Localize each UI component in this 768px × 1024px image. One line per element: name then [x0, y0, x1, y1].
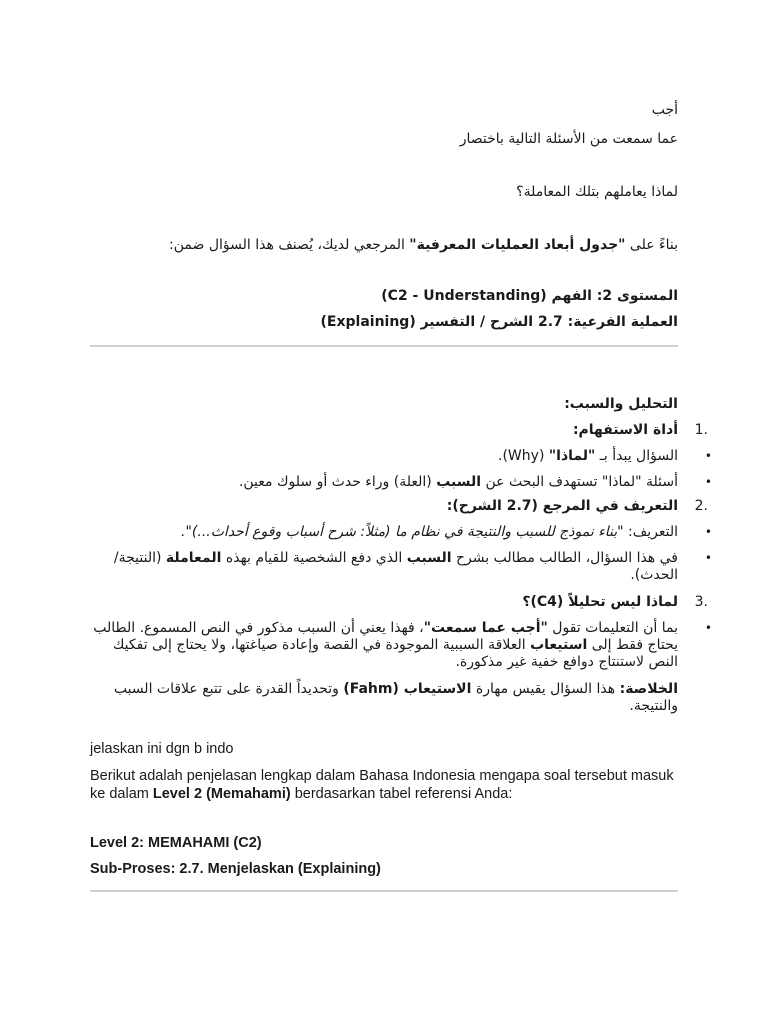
text-bold: "أجب عما سمعت" [423, 620, 548, 636]
text-bold: Level 2 (Memahami) [152, 786, 291, 802]
text: العلاقة السببية الموجودة في القصة وإعادة صياغتها، ولا يحتاج إلى تفكيك النص لاستنتاج دوافع خفية غير مذكورة. [112, 637, 678, 670]
section-2-number: .2 [694, 498, 708, 514]
user-prompt: jelaskan ini dgn b indo [90, 741, 234, 757]
text: هذا السؤال يقيس مهارة [471, 681, 620, 697]
level-heading: المستوى 2: الفهم (C2 - Understanding) [381, 288, 678, 304]
text: بما أن التعليمات تقول [547, 620, 678, 636]
indonesian-level-heading: Level 2: MEMAHAMI (C2) [90, 835, 262, 851]
section-3-bullet-1 [90, 620, 712, 671]
text: (العلة) وراء حدث أو سلوك معين. [238, 474, 437, 490]
text: Berikut adalah penjelasan lengkap dalam Bahasa Indonesia mengapa soal tersebut masuk ke dalam [90, 768, 674, 802]
section-1-title: أداة الاستفهام: [572, 422, 678, 438]
text: الذي دفع الشخصية للقيام بهذه [221, 550, 407, 566]
text: وتحديداً القدرة على تتبع علاقات السبب والنتيجة. [113, 681, 678, 714]
text-bold: الاستيعاب (Fahm) [343, 681, 472, 697]
intro-text-bold: "جدول أبعاد العمليات المعرفية" [409, 237, 626, 253]
conclusion-label: الخلاصة: [619, 681, 678, 697]
text-bold: المعاملة [165, 550, 222, 566]
question-line-3: لماذا يعاملهم بتلك المعاملة؟ [516, 184, 678, 200]
section-3-heading [90, 594, 708, 611]
divider [90, 345, 678, 347]
text-bold: "لماذا" [548, 448, 596, 464]
indonesian-intro [90, 767, 678, 803]
section-3-number: .3 [694, 594, 708, 610]
section-1-bullet-1 [90, 448, 712, 465]
section-1-heading [90, 422, 708, 439]
subprocess-heading: العملية الفرعية: 2.7 الشرح / التفسير (Explaining) [320, 314, 678, 330]
bullet-dot: • [704, 551, 712, 565]
conclusion [90, 681, 678, 715]
intro-text-c: المرجعي لديك، يُصنف هذا السؤال ضمن: [169, 237, 410, 253]
text: أسئلة "لماذا" تستهدف البحث عن [481, 474, 678, 490]
text: التعريف: [623, 524, 678, 540]
question-line-2: عما سمعت من الأسئلة التالية باختصار [459, 131, 678, 147]
definition-quote: "بناء نموذج للسبب والنتيجة في نظام ما (مثلاً: شرح أسباب وقوع أحداث...)". [181, 524, 624, 540]
question-line-1: أجب [651, 102, 678, 118]
text: (Why). [498, 448, 549, 464]
intro-text-a: بناءً على [625, 237, 678, 253]
text-bold: السبب [406, 550, 452, 566]
bullet-dot: • [704, 525, 712, 539]
section-1-number: .1 [694, 422, 708, 438]
text-bold: السبب [436, 474, 482, 490]
text: السؤال يبدأ بـ [595, 448, 678, 464]
section-2-heading [90, 498, 708, 515]
analysis-title: التحليل والسبب: [564, 396, 678, 412]
divider [90, 890, 678, 892]
section-3-title: لماذا ليس تحليلاً (C4)؟ [522, 594, 678, 610]
text: (النتيجة/الحدث). [113, 550, 678, 583]
intro-paragraph [90, 237, 678, 254]
section-2-bullet-2 [90, 550, 712, 584]
section-2-title: التعريف في المرجع (2.7 الشرح): [446, 498, 678, 514]
text-bold: استيعاب [530, 637, 588, 653]
indonesian-subprocess-heading: Sub-Proses: 2.7. Menjelaskan (Explaining) [90, 861, 381, 877]
bullet-dot: • [704, 621, 712, 635]
bullet-dot: • [704, 475, 712, 489]
text: ، فهذا يعني أن السبب مذكور في النص المسموع. الطالب يحتاج فقط إلى [93, 620, 678, 653]
bullet-dot: • [704, 449, 712, 463]
text: في هذا السؤال، الطالب مطالب بشرح [451, 550, 678, 566]
section-1-bullet-2 [90, 474, 712, 491]
text: berdasarkan tabel referensi Anda: [290, 786, 513, 802]
section-2-bullet-1 [90, 524, 712, 541]
